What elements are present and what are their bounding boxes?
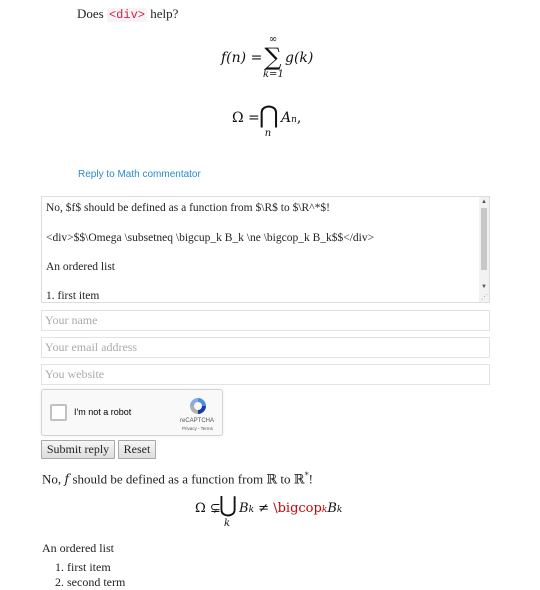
resize-grip-icon[interactable]: ⋰ (481, 293, 488, 301)
eq2-comma: , (296, 110, 302, 126)
website-input[interactable]: You website (41, 364, 490, 385)
intersection-operator (259, 102, 277, 139)
eq3-b: B (239, 501, 249, 516)
sum-symbol: ∑ (264, 43, 282, 71)
sum-operator (263, 34, 283, 80)
comment-line: An ordered list (46, 261, 115, 273)
union-symbol: ⋃ (219, 493, 238, 518)
question-suffix: help? (146, 6, 179, 21)
question-prefix: Does (77, 6, 107, 21)
name-input[interactable]: Your name (41, 310, 490, 331)
eq3-rhs (239, 501, 342, 516)
preview-text: should be defined as a function from (69, 471, 267, 487)
preview-text: ! (308, 471, 313, 487)
textarea-scrollbar[interactable] (479, 197, 489, 302)
eq3-ne: ≠ (258, 501, 270, 516)
eq3-sub: k (336, 505, 343, 515)
inline-code: <div> (108, 8, 145, 22)
equation-sum (221, 36, 331, 86)
equation-union (195, 494, 345, 530)
eq3-sub: k (248, 505, 255, 515)
comment-line: <div>$$\Omega \subsetneq \bigcup_k B_k \ne \bigcop_k B_k$$</div> (46, 232, 375, 244)
intersection-symbol: ⋂ (259, 101, 279, 129)
sum-upper-limit: ∞ (268, 34, 278, 45)
preview-paragraph (42, 471, 313, 487)
preview-text: to (277, 471, 294, 487)
sum-lower-limit: k=1 (263, 69, 284, 80)
eq3-error-command: \bigcop (273, 501, 322, 516)
list-item: 2. second term (55, 575, 126, 589)
eq1-lhs: f(n) = (221, 50, 263, 66)
question-text (77, 6, 178, 22)
eq2-rhs-subscript: n (291, 115, 297, 125)
recaptcha-checkbox[interactable] (50, 404, 67, 421)
scrollbar-thumb[interactable] (481, 208, 487, 270)
eq3-error-sub: k (321, 505, 328, 515)
submit-reply-button[interactable]: Submit reply (41, 440, 115, 459)
eq2-rhs (281, 110, 301, 126)
eq2-lhs: Ω = (232, 110, 260, 126)
eq3-b: B (327, 501, 337, 516)
eq1-rhs: g(k) (285, 50, 314, 66)
equation-intersection (232, 102, 312, 144)
intersection-lower: n (264, 128, 272, 139)
comment-line: 1. first item (46, 290, 100, 302)
reset-button[interactable]: Reset (118, 440, 156, 459)
scroll-up-arrow-icon[interactable]: ▲ (481, 199, 487, 205)
preview-math-sup: * (304, 471, 309, 480)
recaptcha-brand: reCAPTCHA (180, 418, 215, 424)
preview-math-f: f (64, 472, 70, 488)
eq2-rhs-symbol: A (281, 110, 292, 126)
recaptcha-label: I'm not a robot (74, 407, 132, 417)
union-operator (219, 493, 238, 529)
ordered-list-heading: An ordered list (42, 541, 114, 555)
list-item: 1. first item (55, 560, 111, 574)
scroll-down-arrow-icon[interactable]: ▼ (481, 284, 487, 290)
reply-link[interactable]: Reply to Math commentator (78, 169, 201, 180)
recaptcha-logo-icon (188, 396, 208, 416)
preview-text: No, (42, 471, 65, 487)
email-input[interactable]: Your email address (41, 337, 490, 358)
comment-line: No, $f$ should be defined as a function from $\R$ to $\R^*$! (46, 202, 330, 214)
preview-math-reals: ℝ (293, 472, 305, 488)
union-lower: k (223, 518, 231, 529)
preview-math-reals: ℝ (266, 472, 278, 488)
comment-textarea[interactable] (41, 196, 490, 303)
recaptcha-terms-link[interactable]: Privacy - Terms (182, 426, 213, 431)
eq3-lhs: Ω ⊊ (195, 501, 221, 516)
recaptcha-widget (41, 389, 223, 436)
